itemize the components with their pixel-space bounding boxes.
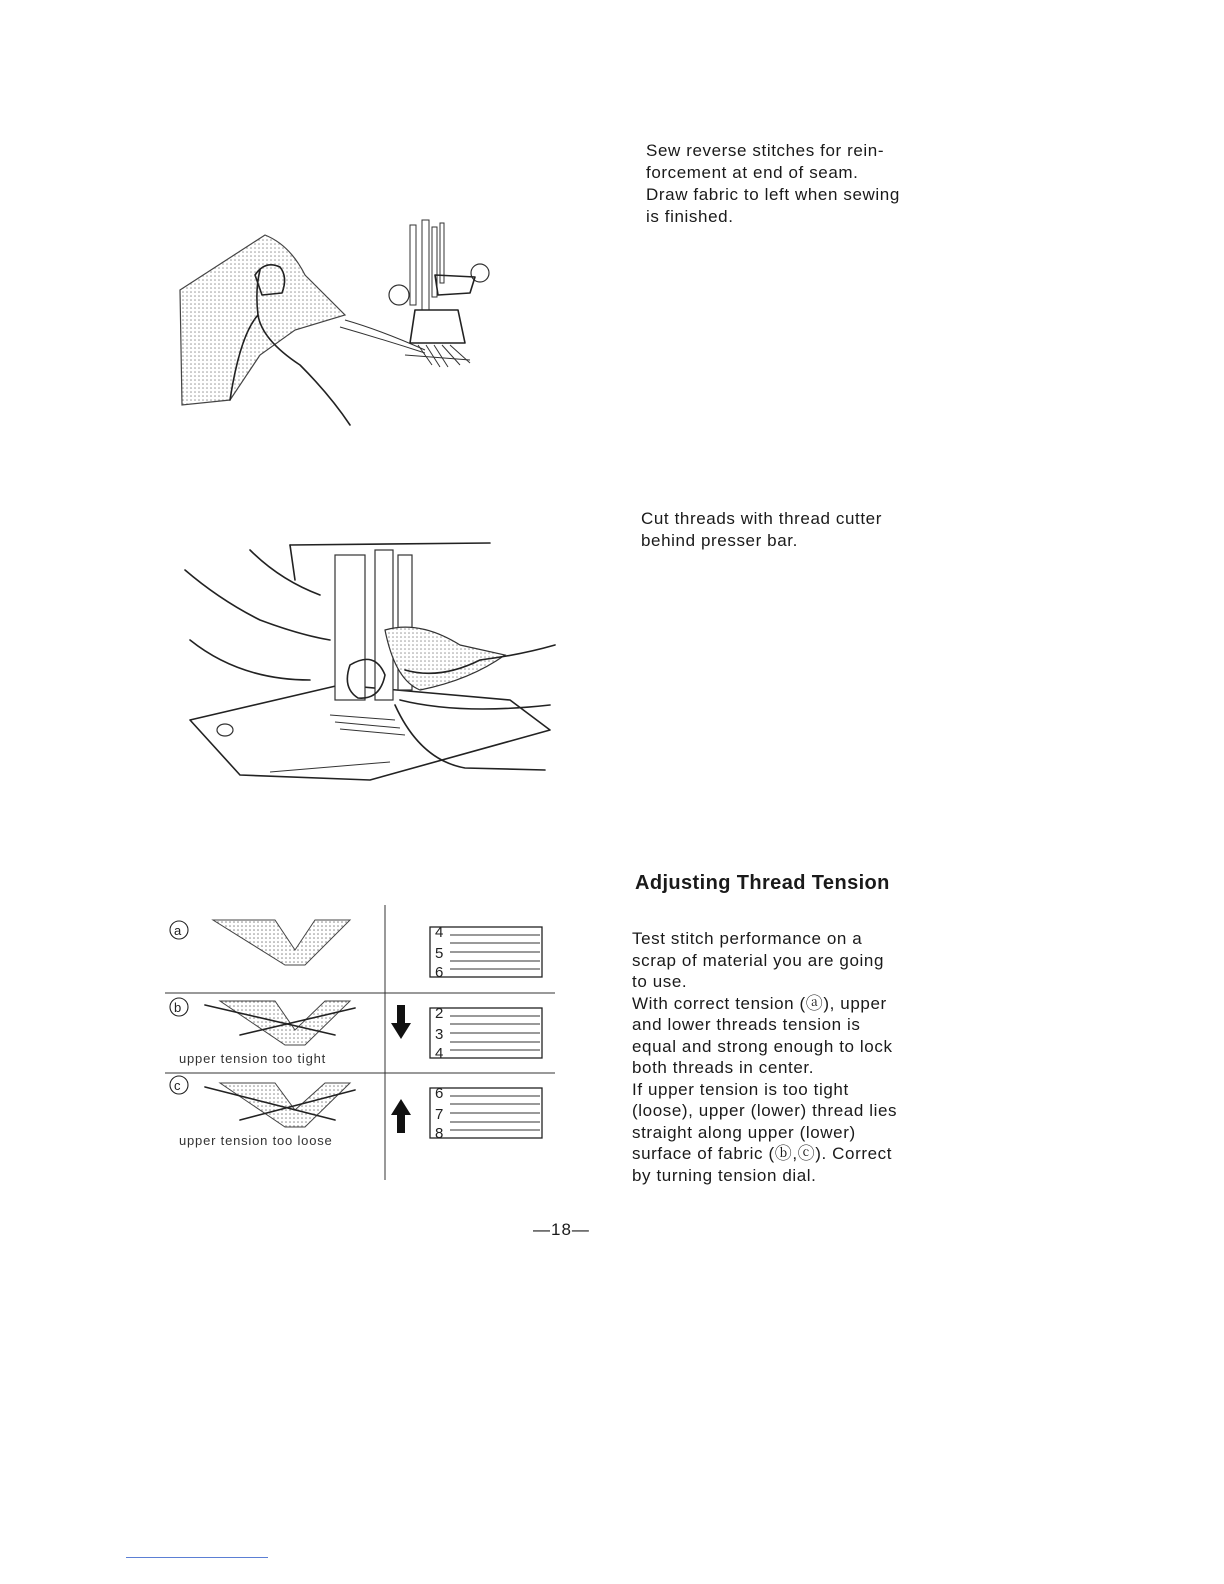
instruction-line: If upper tension is too tight [632, 1079, 849, 1099]
instruction-line: Sew reverse stitches for rein- [646, 141, 885, 160]
dial-number: 4 [435, 924, 444, 941]
instruction-line: Test stitch performance on a [632, 929, 863, 948]
instruction-line: is finished. [646, 207, 734, 226]
marker-c-label: c [174, 1078, 181, 1093]
row-c-too-loose [170, 1076, 542, 1148]
arrow-up-icon [391, 1099, 411, 1133]
instruction-line: and lower threads tension is [632, 1015, 861, 1034]
section-heading: Adjusting Thread Tension [635, 872, 890, 894]
instruction-line: to use. [632, 972, 688, 991]
bottom-rule [126, 1557, 268, 1558]
instruction-line: Cut threads with thread cutter [641, 509, 883, 528]
dial-number: 2 [435, 1005, 444, 1022]
reverse-stitch-instructions [646, 140, 966, 228]
dial-number: 3 [435, 1026, 444, 1043]
instruction-line: behind presser bar. [641, 531, 798, 550]
instruction-line: scrap of material you are going [632, 950, 885, 970]
thread-cutter-illustration [180, 540, 560, 785]
instruction-line: both threads in center. [632, 1058, 815, 1077]
instruction-line: equal and strong enough to lock [632, 1036, 893, 1056]
instruction-line: by turning tension dial. [632, 1165, 817, 1185]
instruction-line: straight along upper (lower) [632, 1122, 856, 1142]
caption-too-tight: upper tension too tight [179, 1051, 327, 1066]
tension-instructions [632, 928, 932, 1186]
dial-number: 5 [435, 945, 444, 962]
instruction-line: forcement at end of seam. [646, 163, 859, 182]
thread-cutter-instructions [641, 508, 951, 552]
row-a-correct-tension [170, 920, 542, 981]
instruction-line: surface of fabric (ⓑ,ⓒ). Correct [632, 1144, 893, 1163]
marker-a-label: a [174, 923, 182, 938]
instruction-line: (loose), upper (lower) thread lies [632, 1101, 898, 1120]
dial-number: 8 [435, 1125, 444, 1142]
instruction-line: Draw fabric to left when sewing [646, 185, 900, 204]
dial-number: 7 [435, 1106, 444, 1123]
instruction-line: With correct tension (ⓐ), upper [632, 993, 887, 1013]
dial-number: 6 [435, 964, 444, 981]
page-number: —18— [533, 1220, 590, 1239]
caption-too-loose: upper tension too loose [179, 1133, 333, 1148]
marker-b-label: b [174, 1000, 182, 1015]
dial-number: 4 [435, 1045, 444, 1062]
reverse-stitch-illustration [170, 215, 500, 430]
tension-diagram [165, 905, 560, 1185]
row-b-too-tight [170, 998, 542, 1066]
dial-number: 6 [435, 1085, 444, 1102]
arrow-down-icon [391, 1005, 411, 1039]
